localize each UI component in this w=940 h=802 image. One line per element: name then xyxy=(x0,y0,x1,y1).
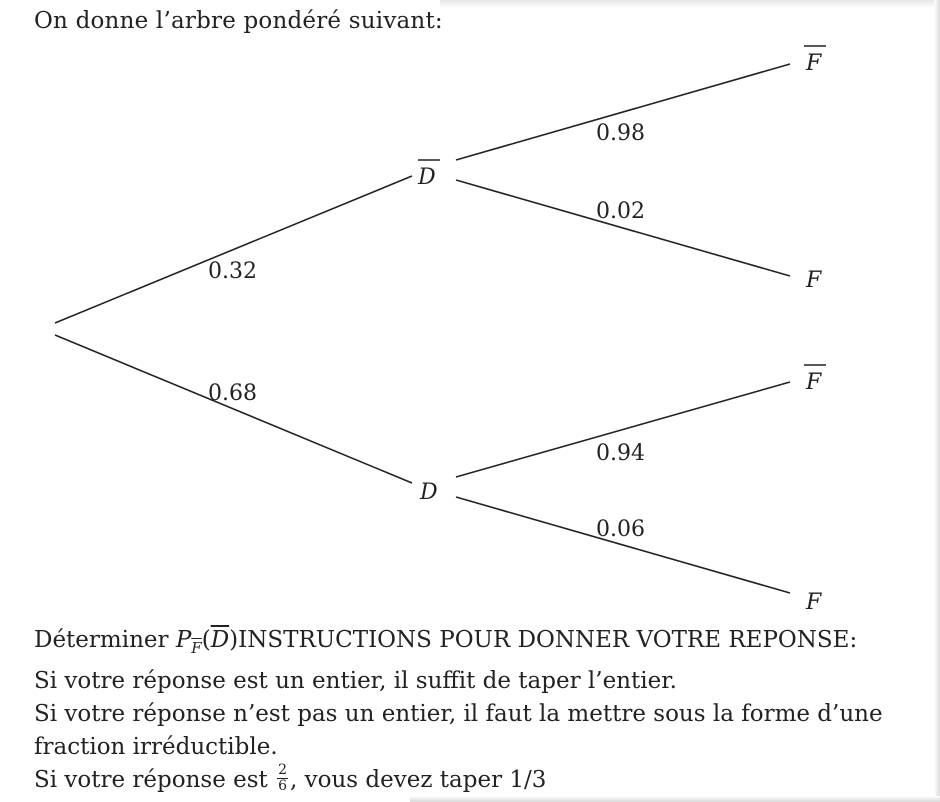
example-numerator: 2 xyxy=(278,761,288,778)
example-suffix: , vous devez taper 1/3 xyxy=(290,767,547,793)
branch-dbar-to-f xyxy=(456,180,790,276)
prob-dbar: 0.32 xyxy=(208,259,257,284)
prob-subscript: F xyxy=(191,639,202,657)
question-block xyxy=(34,624,924,797)
prob-fbar-given-d: 0.94 xyxy=(596,441,645,466)
prob-f-given-dbar: 0.02 xyxy=(596,199,645,224)
node-fbar-upper: F xyxy=(806,51,822,76)
instructions-heading: INSTRUCTIONS POUR DONNER VOTRE REPONSE: xyxy=(238,627,858,653)
prob-f-given-d: 0.06 xyxy=(596,517,645,542)
node-d: D xyxy=(420,480,438,505)
branch-root-to-d xyxy=(55,335,412,483)
instruction-line-4 xyxy=(34,761,924,797)
example-prefix: Si votre réponse est xyxy=(34,767,268,793)
instruction-line-1: Si votre réponse est un entier, il suffit de taper l’entier. xyxy=(34,668,677,694)
branch-root-to-dbar xyxy=(55,176,412,323)
question-prefix: Déterminer xyxy=(34,627,169,653)
question-line xyxy=(34,624,924,665)
branch-d-to-f xyxy=(456,497,790,593)
prob-symbol: P xyxy=(175,627,192,653)
example-fraction xyxy=(277,763,288,794)
node-f-upper: F xyxy=(806,268,822,293)
prob-argument: $\overline{D}$ xyxy=(210,627,230,653)
intro-text: On donne l’arbre pondéré suivant: xyxy=(34,8,443,34)
instruction-line-2: Si votre réponse n’est pas un entier, il faut la mettre sous la forme d’une xyxy=(34,701,883,727)
example-denominator: 6 xyxy=(278,777,288,794)
node-fbar-lower: F xyxy=(806,370,822,395)
node-f-lower: F xyxy=(806,590,822,615)
node-dbar: D xyxy=(418,165,436,190)
prob-close-paren: ) xyxy=(229,627,239,653)
instruction-line-3: fraction irréductible. xyxy=(34,734,278,760)
prob-open-paren: ( xyxy=(201,627,211,653)
prob-d: 0.68 xyxy=(208,381,257,406)
prob-fbar-given-dbar: 0.98 xyxy=(596,121,645,146)
